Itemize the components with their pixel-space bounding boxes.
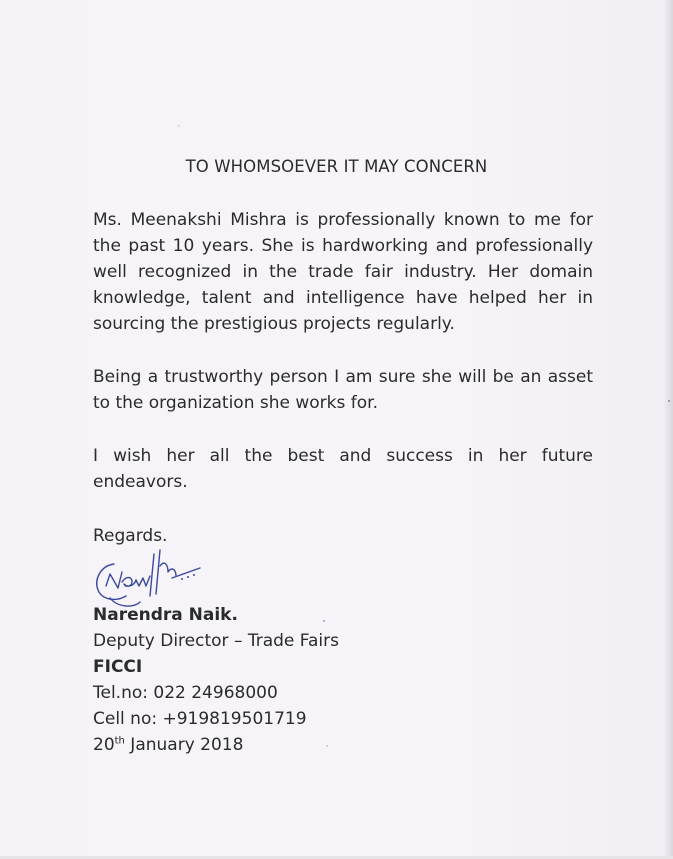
closing-regards: Regards. (93, 526, 168, 546)
signatory-cell: Cell no: +919819501719 (93, 709, 307, 729)
paper-speck (178, 125, 180, 127)
paper-speck (668, 400, 670, 402)
signatory-name: Narendra Naik. (93, 605, 238, 625)
paragraph-recommendation: Ms. Meenakshi Mishra is professionally known to me for the past 10 years. She is hardworking and professionally well recognized in the trade fair industry. Her domain knowledge, talent and intelligence have helped her in sourcing the prestigious projects regularly. (93, 210, 593, 334)
date-suffix: th (114, 735, 125, 747)
signatory-organization: FICCI (93, 657, 143, 677)
signatory-telephone: Tel.no: 022 24968000 (93, 683, 278, 703)
paper-speck (323, 620, 325, 622)
paragraph-wishes: I wish her all the best and success in her future endeavors. (93, 446, 593, 492)
page-edge-shadow (663, 0, 673, 859)
signatory-designation: Deputy Director – Trade Fairs (93, 631, 339, 651)
letter-date (93, 732, 243, 758)
paper-speck (326, 745, 328, 747)
date-day: 20 (93, 735, 115, 755)
paragraph-trustworthy: Being a trustworthy person I am sure she will be an asset to the organization she works for. (93, 367, 593, 413)
letter-title: TO WHOMSOEVER IT MAY CONCERN (185, 157, 488, 176)
date-month-year: January 2018 (124, 735, 244, 755)
